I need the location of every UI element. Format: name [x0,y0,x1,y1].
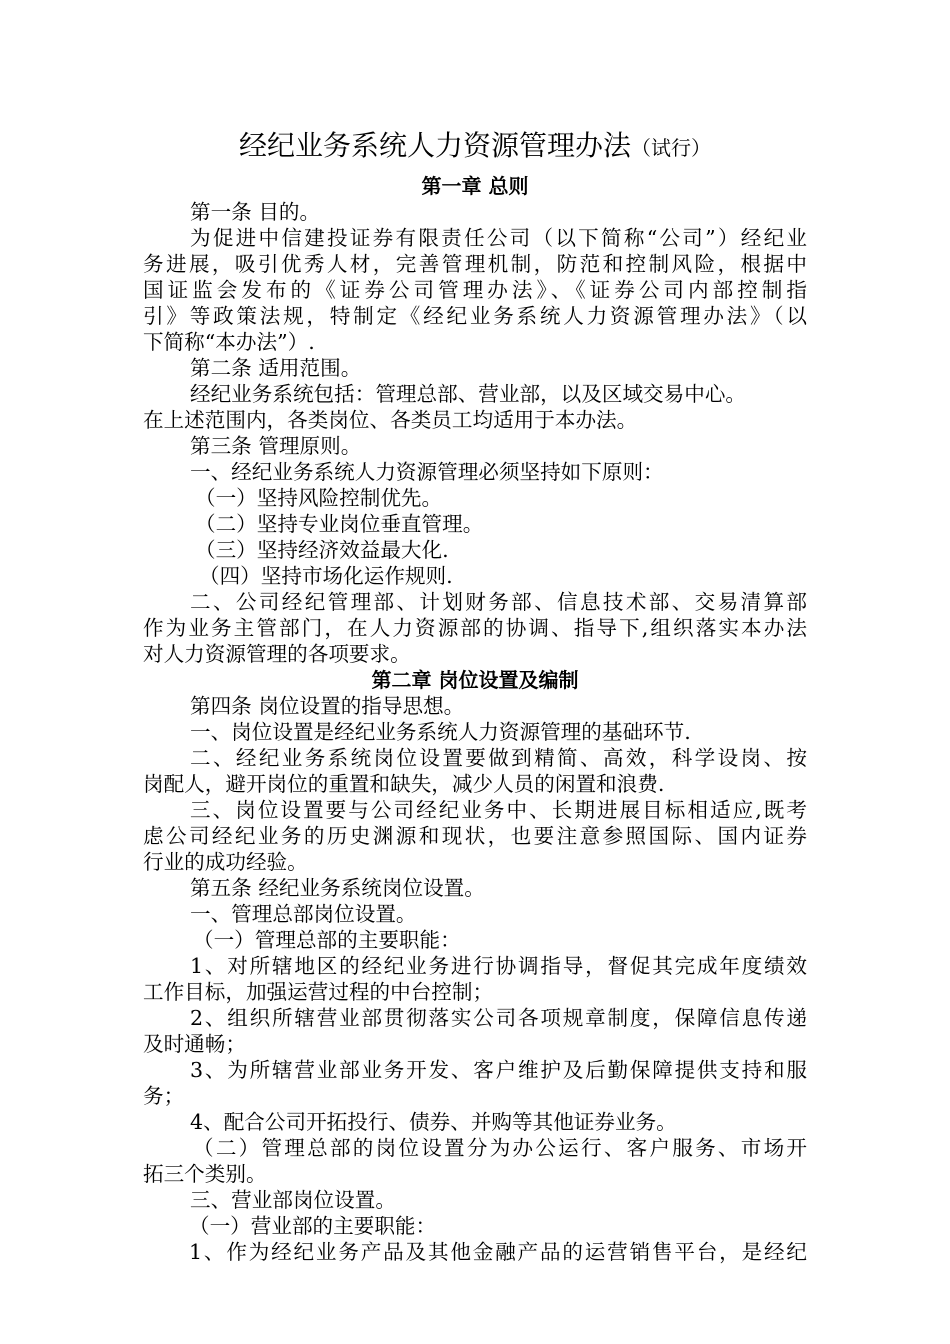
paragraph-line: 二、公司经纪管理部、计划财务部、信息技术部、交易清算部 [190,590,807,614]
document-body [143,173,807,1265]
paragraph-line: 1、对所辖地区的经纪业务进行协调指导，督促其完成年度绩效 [190,954,807,978]
article-heading: 第一条 目的。 [190,200,321,224]
list-item: （三）坚持经济效益最大化. [195,538,449,562]
chapter-heading: 第二章 岗位设置及编制 [371,668,579,692]
paragraph-line: 下简称“本办法”）. [143,330,315,354]
article-heading: 第二条 适用范围。 [190,356,362,380]
list-item: （四）坚持市场化运作规则. [199,564,453,588]
paragraph-line: 务进展，吸引优秀人材，完善管理机制，防范和控制风险，根据中 [143,252,807,276]
article-heading: 第三条 管理原则。 [190,434,362,458]
paragraph-line: 二、经纪业务系统岗位设置要做到精简、高效，科学设岗、按 [190,746,807,770]
paragraph-line: 国证监会发布的《证券公司管理办法》、《证券公司内部控制指 [143,278,807,302]
document-title [0,126,950,168]
paragraph-line: 一、管理总部岗位设置。 [190,902,417,926]
paragraph-line: 拓三个类别。 [143,1162,267,1186]
paragraph-line: 为促进中信建投证券有限责任公司（以下简称“公司”）经纪业 [190,226,807,250]
paragraph-line: 工作目标，加强运营过程的中台控制； [143,980,494,1004]
paragraph-line: 1、作为经纪业务产品及其他金融产品的运营销售平台，是经纪 [189,1240,807,1264]
paragraph-line: 在上述范围内，各类岗位、各类员工均适用于本办法。 [143,408,638,432]
paragraph-line: 岗配人，避开岗位的重置和缺失，减少人员的闲置和浪费. [143,772,665,796]
paragraph-line: 行业的成功经验。 [143,850,308,874]
paragraph-line: 4、配合公司开拓投行、债券、并购等其他证券业务。 [190,1110,677,1134]
chapter-heading: 第一章 总则 [421,174,529,198]
list-item: （一）管理总部的主要职能： [193,928,461,952]
paragraph-line: 务； [143,1084,185,1108]
paragraph-line: 引》等政策法规，特制定《经纪业务系统人力资源管理办法》（以 [143,304,807,328]
paragraph-line: 一、经纪业务系统人力资源管理必须坚持如下原则： [190,460,664,484]
paragraph-line: 一、岗位设置是经纪业务系统人力资源管理的基础环节. [190,720,691,744]
title-sub: （试行） [631,136,711,160]
title-main: 经纪业务系统人力资源管理办法 [238,129,631,162]
paragraph-line: 三、岗位设置要与公司经纪业务中、长期进展目标相适应,既考 [190,798,807,822]
article-heading: 第五条 经纪业务系统岗位设置。 [190,876,485,900]
paragraph-line: 对人力资源管理的各项要求。 [143,642,411,666]
article-heading: 第四条 岗位设置的指导思想。 [190,694,465,718]
paragraph-line: 作为业务主管部门，在人力资源部的协调、指导下,组织落实本办法 [143,616,807,640]
paragraph-line: （二）管理总部的岗位设置分为办公运行、客户服务、市场开 [193,1136,807,1160]
list-item: （一）坚持风险控制优先。 [195,486,443,510]
paragraph-line: 三、营业部岗位设置。 [190,1188,396,1212]
paragraph-line: 虑公司经纪业务的历史渊源和现状，也要注意参照国际、国内证券 [143,824,807,848]
paragraph-line: 2、组织所辖营业部贯彻落实公司各项规章制度，保障信息传递 [190,1006,807,1030]
paragraph-line: 经纪业务系统包括：管理总部、营业部，以及区域交易中心。 [190,382,747,406]
paragraph-line: 3、为所辖营业部业务开发、客户维护及后勤保障提供支持和服 [190,1058,807,1082]
list-item: （二）坚持专业岗位垂直管理。 [195,512,484,536]
paragraph-line: 及时通畅； [143,1032,246,1056]
list-item: （一）营业部的主要职能： [189,1214,437,1238]
